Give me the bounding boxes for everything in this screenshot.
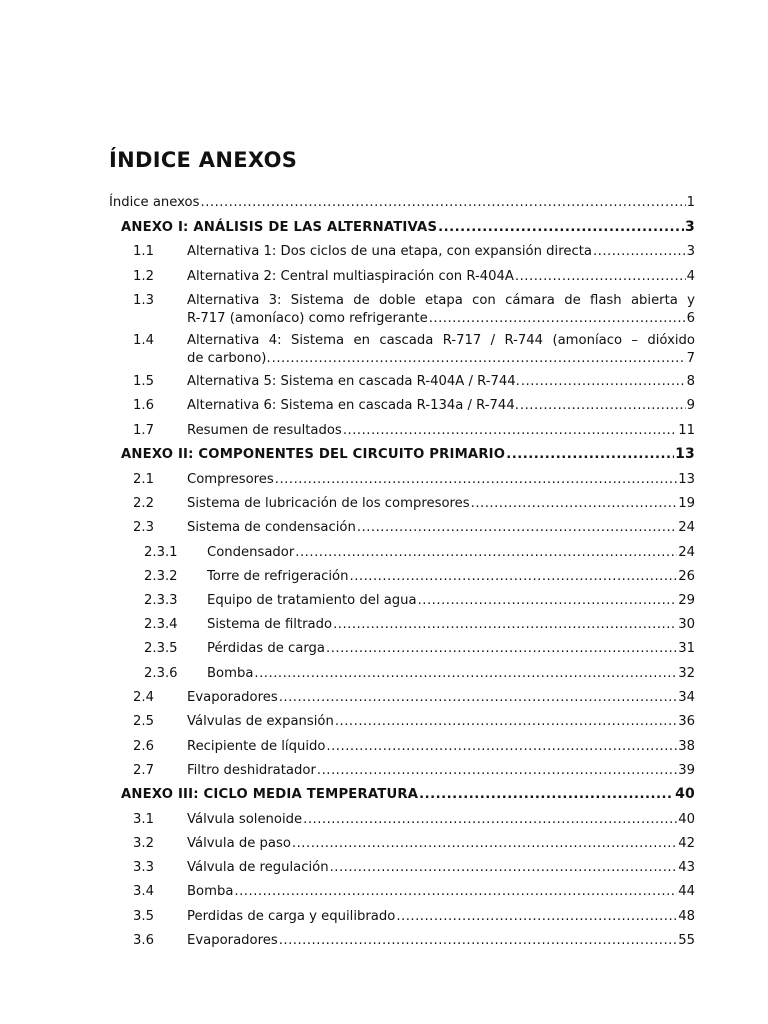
- toc-page-number: 32: [678, 666, 695, 681]
- dot-leader: [326, 738, 677, 756]
- dot-leader: [419, 786, 674, 804]
- dot-leader: [520, 397, 686, 415]
- toc-entry-number: 2.3.6: [144, 666, 178, 681]
- toc-entry-title: Válvula de paso: [187, 836, 291, 851]
- toc-entry-title: Índice anexos: [109, 195, 200, 210]
- toc-page-number: 40: [675, 786, 695, 802]
- page-title: ÍNDICE ANEXOS: [109, 148, 298, 172]
- dot-leader: [396, 908, 677, 926]
- toc-page-number: 31: [678, 641, 695, 656]
- toc-page-number: 26: [678, 569, 695, 584]
- toc-page-number: 43: [678, 860, 695, 875]
- toc-page-number: 44: [678, 884, 695, 899]
- toc-page-number: 55: [678, 933, 695, 948]
- dot-leader: [593, 243, 686, 261]
- dot-leader: [326, 640, 677, 658]
- toc-entry-title: Evaporadores: [187, 933, 278, 948]
- dot-leader: [254, 665, 677, 683]
- toc-entry-number: 2.3.3: [144, 593, 178, 608]
- dot-leader: [357, 519, 677, 537]
- toc-entry-number: 2.3.4: [144, 617, 178, 632]
- toc-entry-number: 2.3.2: [144, 569, 178, 584]
- dot-leader: [275, 471, 677, 489]
- dot-leader: [295, 544, 677, 562]
- toc-entry-title: Filtro deshidratador: [187, 763, 316, 778]
- toc-entry-number: 1.6: [133, 398, 154, 413]
- toc-entry-title: Alternativa 3: Sistema de doble etapa con cámara de flash abierta y: [187, 293, 695, 308]
- toc-entry-title: Resumen de resultados: [187, 423, 342, 438]
- toc-entry-title: Pérdidas de carga: [207, 641, 325, 656]
- toc-entry-number: 3.6: [133, 933, 154, 948]
- toc-page-number: 3: [685, 219, 695, 235]
- toc-entry-number: 2.6: [133, 739, 154, 754]
- dot-leader: [333, 616, 677, 634]
- dot-leader: [418, 592, 678, 610]
- toc-entry-title: Válvula solenoide: [187, 812, 303, 827]
- toc-page-number: 3: [686, 244, 695, 259]
- toc-entry-number: 2.5: [133, 714, 154, 729]
- toc-entry-number: 2.3.5: [144, 641, 178, 656]
- toc-entry-number: 1.3: [133, 293, 154, 308]
- toc-entry-title: Recipiente de líquido: [187, 739, 326, 754]
- toc-entry-number: 2.1: [133, 472, 154, 487]
- toc-entry-number: 1.1: [133, 244, 154, 259]
- toc-page-number: 7: [686, 350, 695, 366]
- toc-page-number: 29: [678, 593, 695, 608]
- toc-entry-title: Alternativa 1: Dos ciclos de una etapa, con expansión directa: [187, 244, 592, 259]
- dot-leader: [343, 422, 677, 440]
- toc-entry-title: Alternativa 2: Central multiaspiración con R-404A: [187, 269, 514, 284]
- toc-entry-title: Alternativa 5: Sistema en cascada R-404A / R-744.: [187, 374, 520, 389]
- toc-page-number: 6: [686, 310, 695, 326]
- dot-leader: [330, 859, 678, 877]
- toc-page-number: 1: [686, 195, 695, 210]
- toc-page-number: 40: [678, 812, 695, 827]
- dot-leader: [438, 219, 684, 237]
- toc-page-number: 30: [678, 617, 695, 632]
- toc-entry-number: 2.2: [133, 496, 154, 511]
- dot-leader: [350, 568, 678, 586]
- toc-page-number: 13: [675, 446, 695, 462]
- toc-entry-title: Bomba: [187, 884, 234, 899]
- dot-leader: [201, 194, 686, 212]
- toc-page-number: 4: [686, 269, 695, 284]
- toc-entry-number: 3.1: [133, 812, 154, 827]
- toc-entry-title: Alternativa 6: Sistema en cascada R-134a / R-744.: [187, 398, 519, 413]
- toc-entry-number: 2.3: [133, 520, 154, 535]
- toc-entry-number: 1.7: [133, 423, 154, 438]
- dot-leader: [292, 835, 677, 853]
- dot-leader: [515, 268, 686, 286]
- toc-entry-number: 1.2: [133, 269, 154, 284]
- toc-entry-title: Torre de refrigeración: [207, 569, 349, 584]
- toc-page-number: 34: [678, 690, 695, 705]
- toc-page-number: 48: [678, 909, 695, 924]
- dot-leader: [234, 883, 677, 901]
- dot-leader: [272, 350, 686, 368]
- toc-entry-title: Válvula de regulación: [187, 860, 329, 875]
- toc-entry-title: Condensador: [207, 545, 295, 560]
- toc-entry-title: Sistema de condensación: [187, 520, 356, 535]
- toc-entry-title: Bomba: [207, 666, 254, 681]
- toc-entry-number: 1.5: [133, 374, 154, 389]
- toc-entry-number: 3.2: [133, 836, 154, 851]
- dot-leader: [279, 689, 678, 707]
- toc-entry-title: Sistema de filtrado: [207, 617, 333, 632]
- toc-page-number: 19: [678, 496, 695, 511]
- toc-entry-title: ANEXO III: CICLO MEDIA TEMPERATURA: [121, 787, 419, 802]
- toc-page-number: 9: [686, 398, 695, 413]
- toc-entry-number: 2.3.1: [144, 545, 178, 560]
- toc-entry-title-continuation: de carbono).: [187, 350, 271, 366]
- toc-entry-title: Equipo de tratamiento del agua: [207, 593, 417, 608]
- dot-leader: [521, 373, 686, 391]
- toc-entry-number: 3.3: [133, 860, 154, 875]
- toc-page-number: 39: [678, 763, 695, 778]
- toc-entry-number: 2.7: [133, 763, 154, 778]
- toc-page-number: 38: [678, 739, 695, 754]
- toc-entry-title: Alternativa 4: Sistema en cascada R-717 / R-744 (amoníaco – dióxido: [187, 333, 695, 348]
- toc-entry-title: Perdidas de carga y equilibrado: [187, 909, 396, 924]
- toc-entry-number: 3.4: [133, 884, 154, 899]
- toc-entry-title-continuation: R-717 (amoníaco) como refrigerante: [187, 310, 428, 326]
- toc-entry-number: 3.5: [133, 909, 154, 924]
- dot-leader: [317, 762, 677, 780]
- toc-page-number: 42: [678, 836, 695, 851]
- toc-page-number: 24: [678, 520, 695, 535]
- dot-leader: [279, 932, 678, 950]
- toc-entry-title: Evaporadores: [187, 690, 278, 705]
- toc-page-number: 36: [678, 714, 695, 729]
- toc-entry-title: Válvulas de expansión: [187, 714, 334, 729]
- dot-leader: [335, 713, 677, 731]
- toc-entry-number: 1.4: [133, 333, 154, 348]
- toc-entry-number: 2.4: [133, 690, 154, 705]
- dot-leader: [429, 310, 686, 328]
- dot-leader: [471, 495, 678, 513]
- toc-page-number: 24: [678, 545, 695, 560]
- toc-entry-title: ANEXO I: ANÁLISIS DE LAS ALTERNATIVAS: [121, 220, 438, 235]
- toc-entry-title: Sistema de lubricación de los compresores: [187, 496, 470, 511]
- toc-entry-title: Compresores: [187, 472, 274, 487]
- toc-entry-title: ANEXO II: COMPONENTES DEL CIRCUITO PRIMARIO: [121, 447, 506, 462]
- toc-page-number: 8: [686, 374, 695, 389]
- toc-page-number: 13: [678, 472, 695, 487]
- toc-page-number: 11: [678, 423, 695, 438]
- dot-leader: [506, 446, 674, 464]
- dot-leader: [303, 811, 677, 829]
